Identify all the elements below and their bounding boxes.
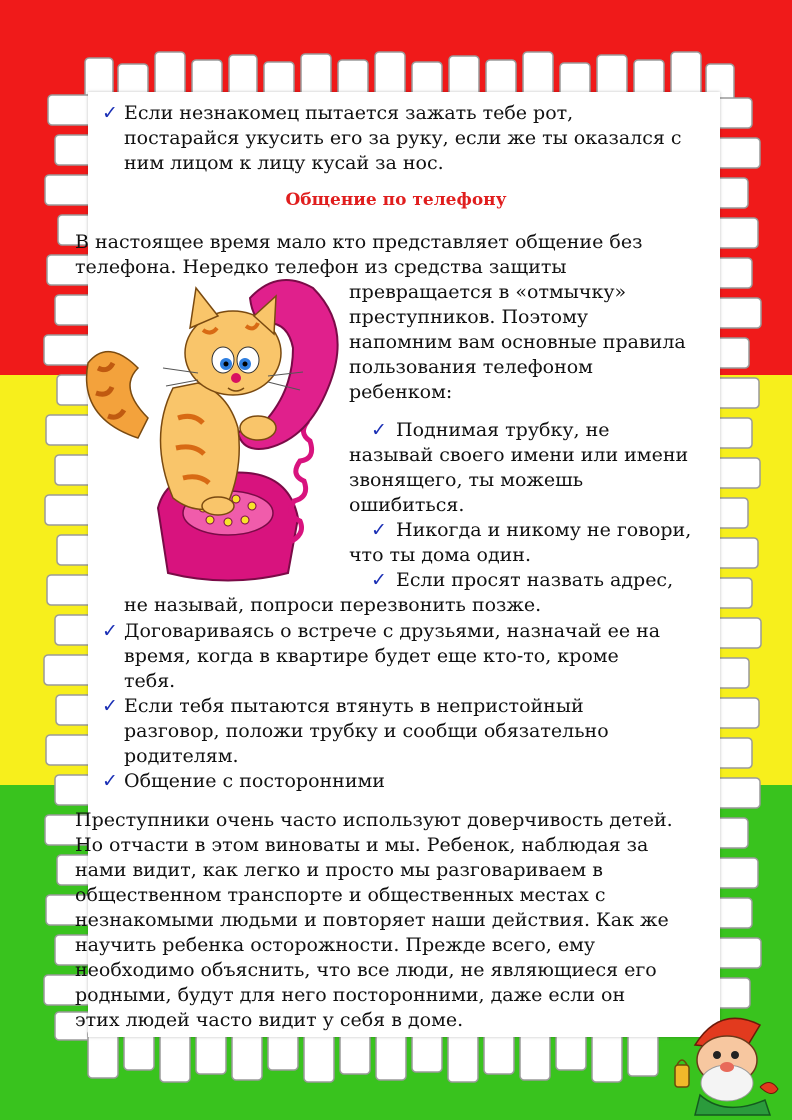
text-line: этих людей часто видит у себя в доме. — [75, 1009, 464, 1031]
text-line: время, когда в квартире будет еще кто-то, кроме — [124, 645, 619, 667]
text-line: Общение с посторонними — [124, 770, 385, 792]
check-icon: ✓ — [102, 620, 118, 642]
text-line: общественном транспорте и общественных местах с — [75, 884, 606, 906]
gnome-icon — [665, 1005, 785, 1117]
check-icon: ✓ — [371, 419, 387, 441]
check-icon: ✓ — [371, 569, 387, 591]
text-line: называй своего имени или имени — [349, 444, 689, 466]
text-line: тебя. — [124, 670, 176, 692]
cat-phone-icon — [78, 268, 353, 598]
text-line: звонящего, ты можешь — [349, 469, 584, 491]
text-line: ошибиться. — [349, 494, 465, 516]
section-title: Общение по телефону — [285, 190, 507, 210]
text-line: Никогда и никому не говори, — [396, 519, 692, 541]
text-line: разговор, положи трубку и сообщи обязательно — [124, 720, 609, 742]
text-line: Если незнакомец пытается зажать тебе рот, — [124, 102, 574, 124]
text-line: ребенком: — [349, 381, 453, 403]
text-line: Поднимая трубку, не — [396, 419, 610, 441]
text-line: ним лицом к лицу кусай за нос. — [124, 152, 444, 174]
text-line: напомним вам основные правила — [349, 331, 686, 353]
text-line: научить ребенка осторожности. Прежде всего, ему — [75, 934, 596, 956]
check-icon: ✓ — [102, 770, 118, 792]
text-line: Если тебя пытаются втянуть в непристойный — [124, 695, 584, 717]
text-line: нами видит, как легко и просто мы разговариваем в — [75, 859, 603, 881]
text-line: Преступники очень часто используют доверчивость детей. — [75, 809, 673, 831]
text-line: телефона. Нередко телефон из средства защиты — [75, 256, 567, 278]
text-line: В настоящее время мало кто представляет общение без — [75, 231, 643, 253]
text-line: необходимо объяснить, что все люди, не являющиеся его — [75, 959, 657, 981]
text-line: преступников. Поэтому — [349, 306, 589, 328]
text-line: что ты дома один. — [349, 544, 532, 566]
text-line: превращается в «отмычку» — [349, 281, 627, 303]
text-line: родными, будут для него посторонними, даже если он — [75, 984, 626, 1006]
text-line: Если просят назвать адрес, — [396, 569, 674, 591]
text-line: пользования телефоном — [349, 356, 593, 378]
text-line: не называй, попроси перезвонить позже. — [124, 594, 542, 616]
text-line: незнакомыми людьми и повторяет наши действия. Как же — [75, 909, 669, 931]
text-line: Но отчасти в этом виноваты и мы. Ребенок, наблюдая за — [75, 834, 649, 856]
check-icon: ✓ — [102, 102, 118, 124]
check-icon: ✓ — [371, 519, 387, 541]
check-icon: ✓ — [102, 695, 118, 717]
text-line: постарайся укусить его за руку, если же ты оказался с — [124, 127, 682, 149]
text-line: Договариваясь о встрече с друзьями, назначай ее на — [124, 620, 661, 642]
text-line: родителям. — [124, 745, 239, 767]
